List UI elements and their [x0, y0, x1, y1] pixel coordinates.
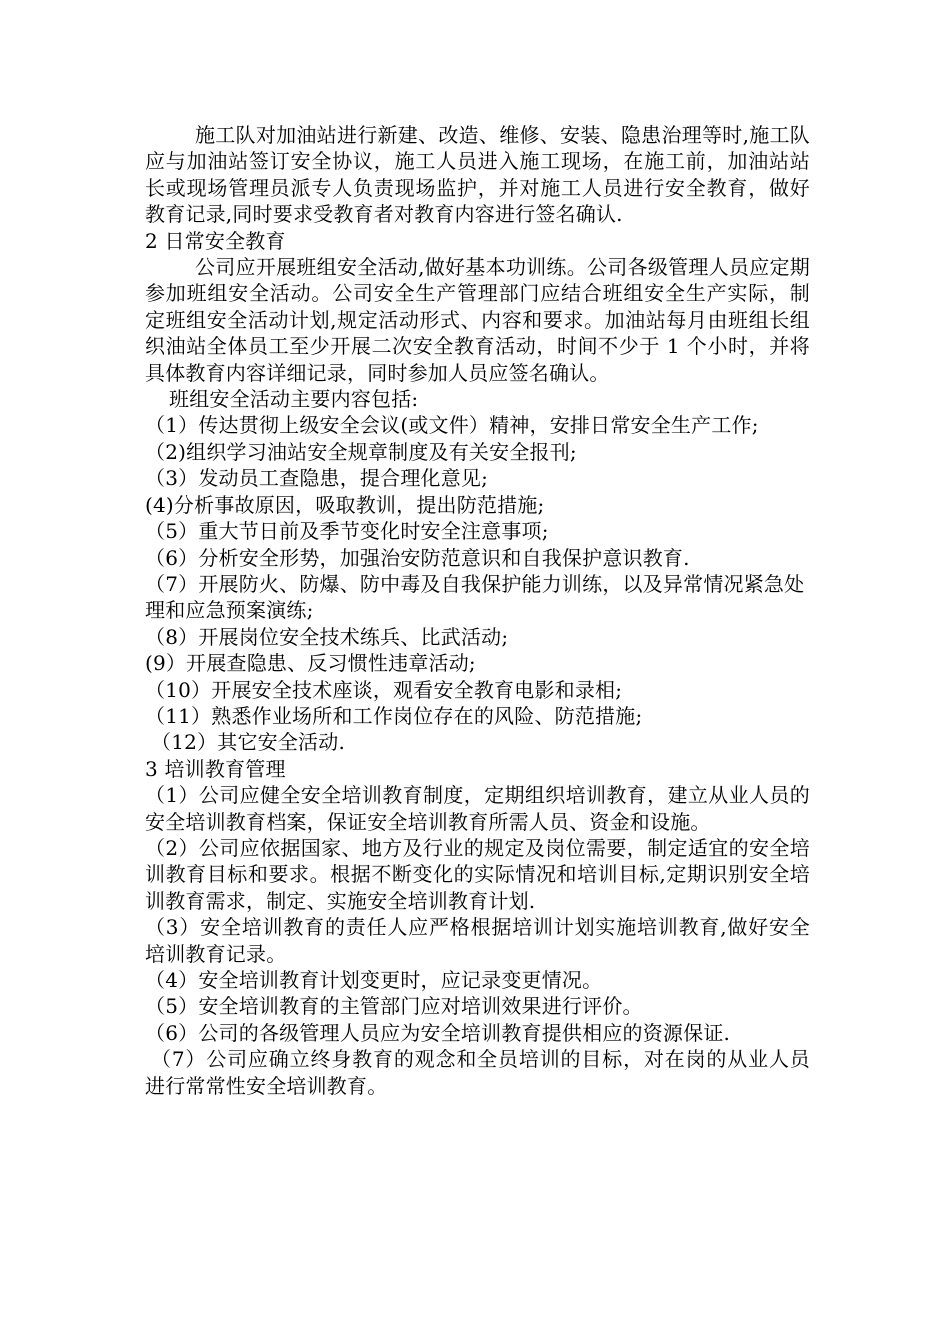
section-2-list-intro: 班组安全活动主要内容包括:	[169, 387, 419, 412]
intro-paragraph: 施工队对加油站进行新建、改造、维修、安装、隐患治理等时,施工队应与加油站签订安全协议，施工人员进入施工现场，在施工前，加油站站长或现场管理员派专人负责现场监护，并对施工人员进行安全教育，做好教育记录,同时要求受教育者对教育内容进行签名确认.	[145, 123, 810, 227]
list-item: （3）安全培训教育的责任人应严格根据培训计划实施培训教育,做好安全培训教育记录。	[145, 915, 810, 966]
list-item: （7）开展防火、防爆、防中毒及自我保护能力训练，以及异常情况紧急处理和应急预案演练;	[145, 571, 805, 623]
document-page	[145, 122, 810, 1099]
list-item: （4）安全培训教育计划变更时，应记录变更情况。	[145, 968, 603, 992]
list-item: （1）传达贯彻上级安全会议(或文件）精神，安排日常安全生产工作;	[145, 413, 759, 438]
list-item: （2)组织学习油站安全规章制度及有关安全报刊;	[145, 439, 577, 464]
section-3-heading: 3 培训教育管理	[145, 756, 286, 781]
list-item: （12）其它安全活动.	[151, 730, 346, 755]
list-item: （5）重大节日前及季节变化时安全注意事项;	[145, 519, 549, 544]
list-item: （8）开展岗位安全技术练兵、比武活动;	[145, 624, 509, 649]
list-item: (4)分析事故原因，吸取教训，提出防范措施;	[145, 492, 545, 517]
list-item: （2）公司应依据国家、地方及行业的规定及岗位需要，制定适宜的安全培训教育目标和要求。根据不断变化的实际情况和培训目标,定期识别安全培训教育需求，制定、实施安全培训教育计划.	[145, 835, 810, 913]
list-item: （7）公司应确立终身教育的观念和全员培训的目标，对在岗的从业人员进行常常性安全培训教育。	[145, 1047, 810, 1098]
list-item: （3）发动员工查隐患，提合理化意见;	[145, 466, 489, 491]
section-2-body: 公司应开展班组安全活动,做好基本功训练。公司各级管理人员应定期参加班组安全活动。公司安全生产管理部门应结合班组安全生产实际，制定班组安全活动计划,规定活动形式、内容和要求。加油站每月由班组长组织油站全体员工至少开展二次安全教育活动，时间不少于 1 个小时，并将具体教育内容详细记录，同时参加人员应签名确认。	[145, 255, 810, 385]
list-item: (9）开展查隐患、反习惯性违章活动;	[145, 651, 476, 676]
list-item: （11）熟悉作业场所和工作岗位存在的风险、防范措施;	[145, 703, 643, 728]
list-item: （5）安全培训教育的主管部门应对培训效果进行评价。	[145, 994, 643, 1019]
list-item: （6）分析安全形势，加强治安防范意识和自我保护意识教育.	[145, 545, 690, 570]
section-2-heading: 2 日常安全教育	[145, 228, 286, 253]
list-item: （1）公司应健全安全培训教育制度，定期组织培训教育，建立从业人员的安全培训教育档案，保证安全培训教育所需人员、资金和设施。	[145, 783, 810, 834]
list-item: （6）公司的各级管理人员应为安全培训教育提供相应的资源保证.	[145, 1020, 731, 1045]
list-item: （10）开展安全技术座谈，观看安全教育电影和录相;	[145, 677, 623, 702]
